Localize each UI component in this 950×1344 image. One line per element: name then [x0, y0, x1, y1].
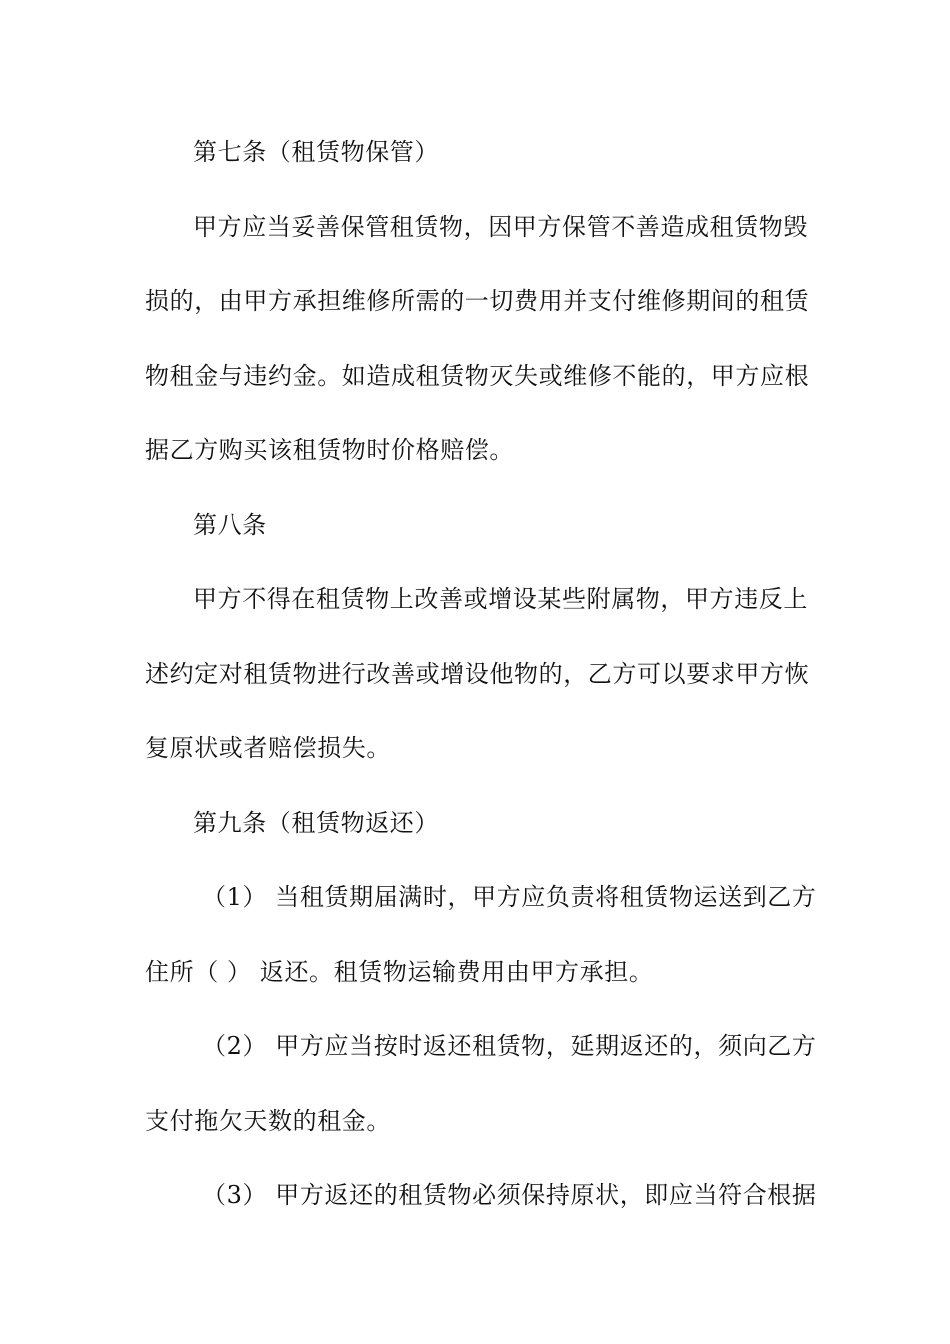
article-7-paragraph-line-2: 损的，由甲方承担维修所需的一切费用并支付维修期间的租赁	[145, 287, 810, 315]
document-body	[145, 126, 817, 1244]
article-8-paragraph-line-3: 复原状或者赔偿损失。	[145, 734, 391, 762]
article-8-heading: 第八条	[193, 510, 267, 539]
article-8-paragraph-line-2: 述约定对租赁物进行改善或增设他物的，乙方可以要求甲方恢	[145, 659, 810, 688]
article-9-item-2-line-1: （2） 甲方应当按时返还租赁物，延期返还的，须向乙方	[202, 1032, 817, 1060]
article-9-item-1-line-2: 住所（ ） 返还。租赁物运输费用由甲方承担。	[145, 957, 654, 986]
article-7-paragraph-line-1: 甲方应当妥善保管租赁物，因甲方保管不善造成租赁物毁	[193, 212, 808, 241]
article-7-heading: 第七条（租赁物保管）	[193, 138, 439, 166]
article-7-paragraph-line-3: 物租金与违约金。如造成租赁物灭失或维修不能的，甲方应根	[145, 361, 810, 390]
article-9-heading: 第九条（租赁物返还）	[193, 808, 439, 837]
article-8-paragraph-line-1: 甲方不得在租赁物上改善或增设某些附属物，甲方违反上	[193, 585, 808, 613]
article-9-item-1-line-1: （1） 当租赁期届满时，甲方应负责将租赁物运送到乙方	[202, 883, 817, 911]
article-7-paragraph-line-4: 据乙方购买该租赁物时价格赔偿。	[145, 436, 514, 464]
article-9-item-2-line-2: 支付拖欠天数的租金。	[145, 1106, 391, 1135]
article-9-item-3-line-1: （3） 甲方返还的租赁物必须保持原状，即应当符合根据	[202, 1181, 817, 1209]
